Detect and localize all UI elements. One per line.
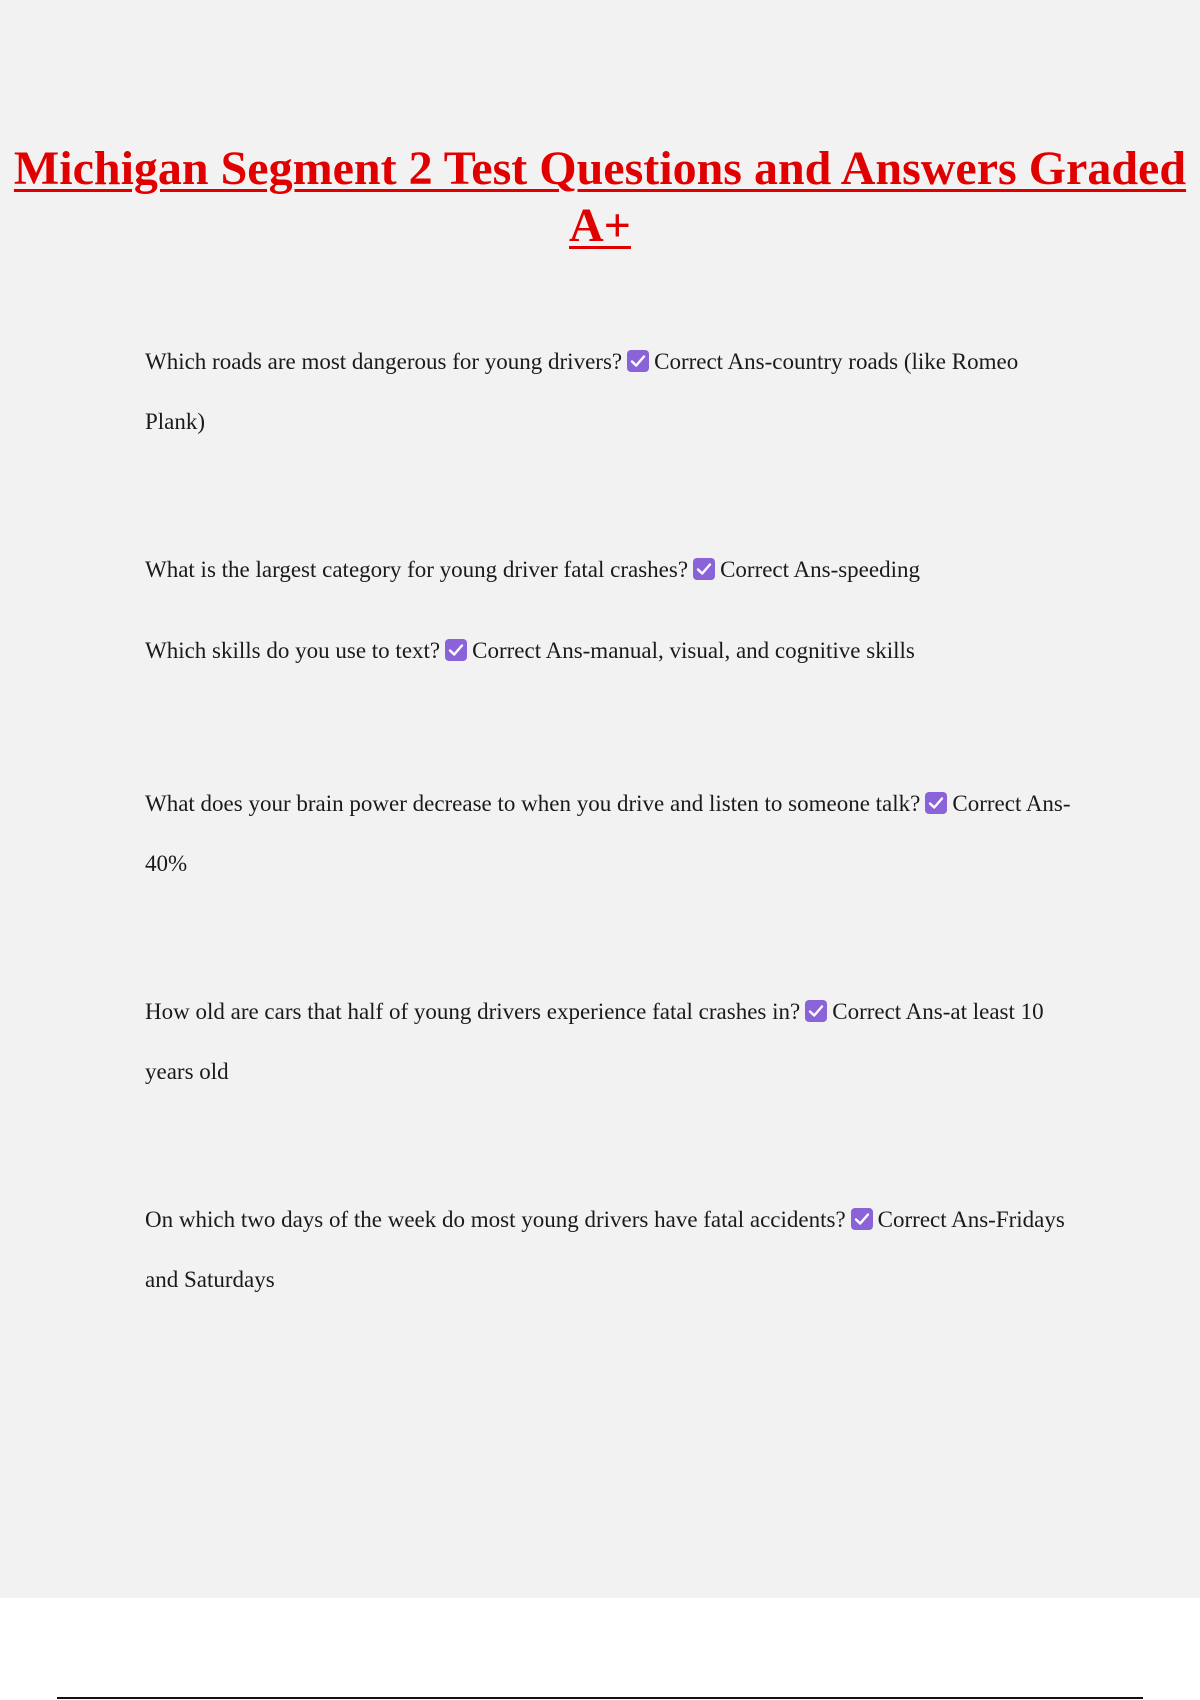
answer-text: Correct Ans-at least 10 years old <box>145 999 1044 1084</box>
document-title: Michigan Segment 2 Test Questions and Answers Graded A+ <box>13 142 1187 252</box>
qa-item <box>145 774 1075 894</box>
qa-item <box>145 540 1075 600</box>
question-text: Which roads are most dangerous for young drivers? <box>145 349 623 374</box>
answer-text: Correct Ans-manual, visual, and cognitive skills <box>472 638 915 663</box>
check-box-icon <box>851 1208 873 1230</box>
answer-text: Correct Ans-country roads (like Romeo Plank) <box>145 349 1019 434</box>
question-text: Which skills do you use to text? <box>145 638 441 663</box>
check-box-icon <box>693 558 715 580</box>
question-text: What is the largest category for young driver fatal crashes? <box>145 557 689 582</box>
check-box-icon <box>925 792 947 814</box>
check-box-icon <box>445 639 467 661</box>
answer-text: Correct Ans-speeding <box>720 557 920 582</box>
answer-text: Correct Ans-Fridays and Saturdays <box>145 1207 1065 1292</box>
check-box-icon <box>627 350 649 372</box>
footer-divider <box>57 1697 1143 1699</box>
qa-item <box>145 982 1075 1102</box>
question-text: What does your brain power decrease to when you drive and listen to someone talk? <box>145 791 921 816</box>
answer-text: Correct Ans-40% <box>145 791 1071 876</box>
qa-item <box>145 621 1075 681</box>
check-box-icon <box>805 1000 827 1022</box>
question-text: On which two days of the week do most young drivers have fatal accidents? <box>145 1207 846 1232</box>
qa-item <box>145 1190 1075 1310</box>
question-text: How old are cars that half of young drivers experience fatal crashes in? <box>145 999 801 1024</box>
qa-item <box>145 332 1075 452</box>
